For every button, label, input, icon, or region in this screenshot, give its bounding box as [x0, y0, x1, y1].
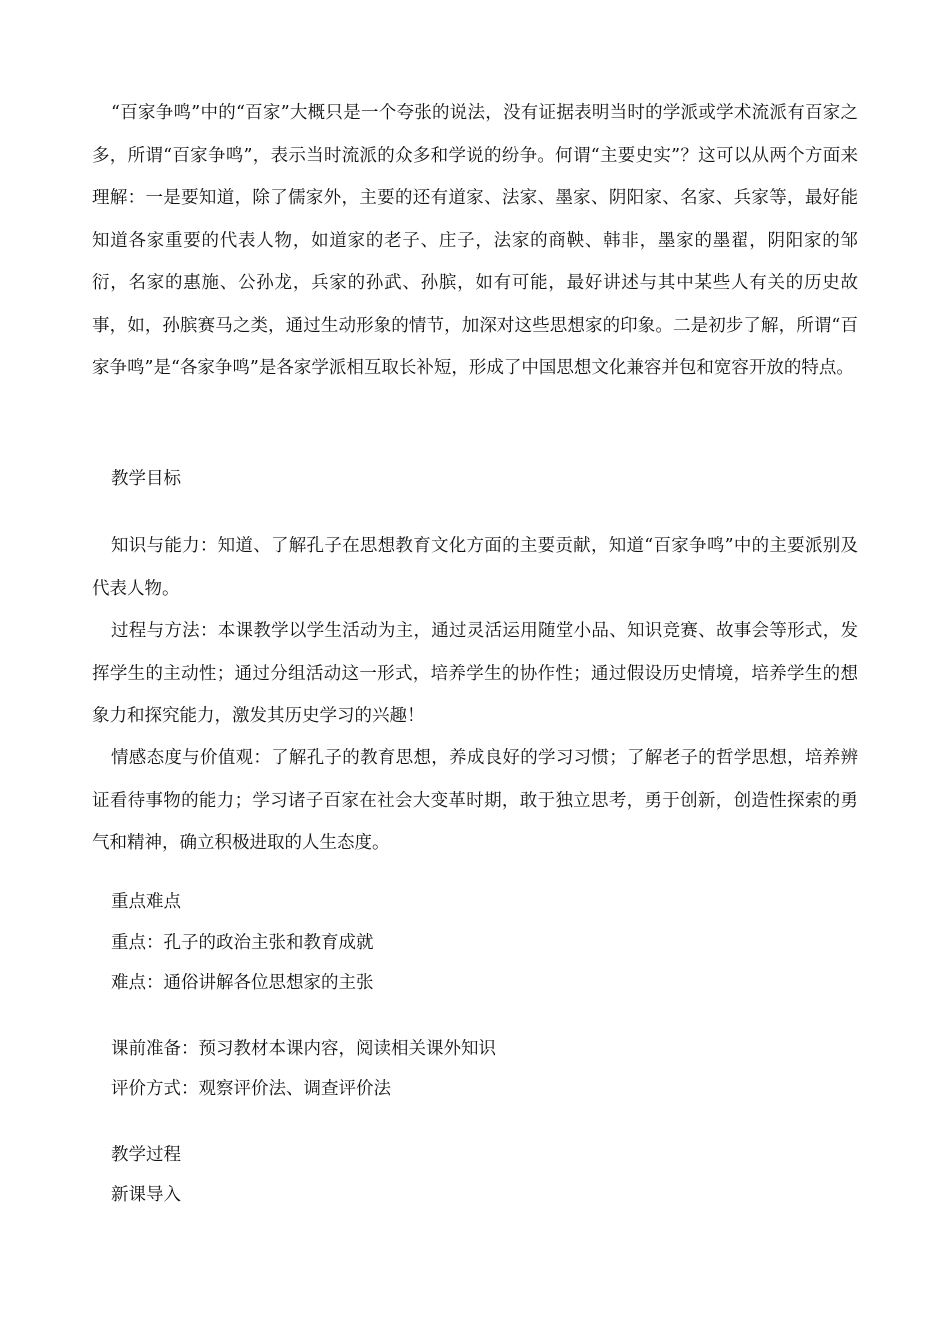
difficult-point-line: 难点：通俗讲解各位思想家的主张 [111, 973, 374, 993]
key-points-heading: 重点难点 [111, 892, 181, 912]
objective-knowledge-paragraph: 知识与能力：知道、了解孔子在思想教育文化方面的主要贡献，知道“百家争鸣”中的主要派别及代表人物。 [92, 536, 858, 599]
process-heading: 教学过程 [111, 1145, 181, 1165]
objectives-heading: 教学目标 [111, 469, 181, 489]
lesson-intro-line: 新课导入 [111, 1185, 181, 1205]
objective-emotion-paragraph: 情感态度与价值观：了解孔子的教育思想，养成良好的学习习惯；了解老子的哲学思想，培养辨证看待事物的能力；学习诸子百家在社会大变革时期，敢于独立思考，勇于创新，创造性探索的勇气和精神，确立积极进取的人生态度。 [92, 748, 858, 853]
evaluation-line: 评价方式：观察评价法、调查评价法 [111, 1079, 391, 1099]
objective-process-paragraph: 过程与方法：本课教学以学生活动为主，通过灵活运用随堂小品、知识竞赛、故事会等形式，发挥学生的主动性；通过分组活动这一形式，培养学生的协作性；通过假设历史情境，培养学生的想象力和探究能力，激发其历史学习的兴趣！ [92, 621, 858, 726]
preparation-line: 课前准备：预习教材本课内容，阅读相关课外知识 [111, 1039, 496, 1059]
intro-paragraph: “百家争鸣”中的“百家”大概只是一个夸张的说法，没有证据表明当时的学派或学术流派有百家之多，所谓“百家争鸣”，表示当时流派的众多和学说的纷争。何谓“主要史实”？这可以从两个方面来理解：一是要知道，除了儒家外，主要的还有道家、法家、墨家、阴阳家、名家、兵家等，最好能知道各家重要的代表人物，如道家的老子、庄子，法家的商鞅、韩非，墨家的墨翟，阴阳家的邹衍，名家的惠施、公孙龙，兵家的孙武、孙膑，如有可能，最好讲述与其中某些人有关的历史故事，如，孙膑赛马之类，通过生动形象的情节，加深对这些思想家的印象。二是初步了解，所谓“百家争鸣”是“各家争鸣”是各家学派相互取长补短，形成了中国思想文化兼容并包和宽容开放的特点。 [92, 103, 858, 378]
key-point-line: 重点：孔子的政治主张和教育成就 [111, 933, 374, 953]
